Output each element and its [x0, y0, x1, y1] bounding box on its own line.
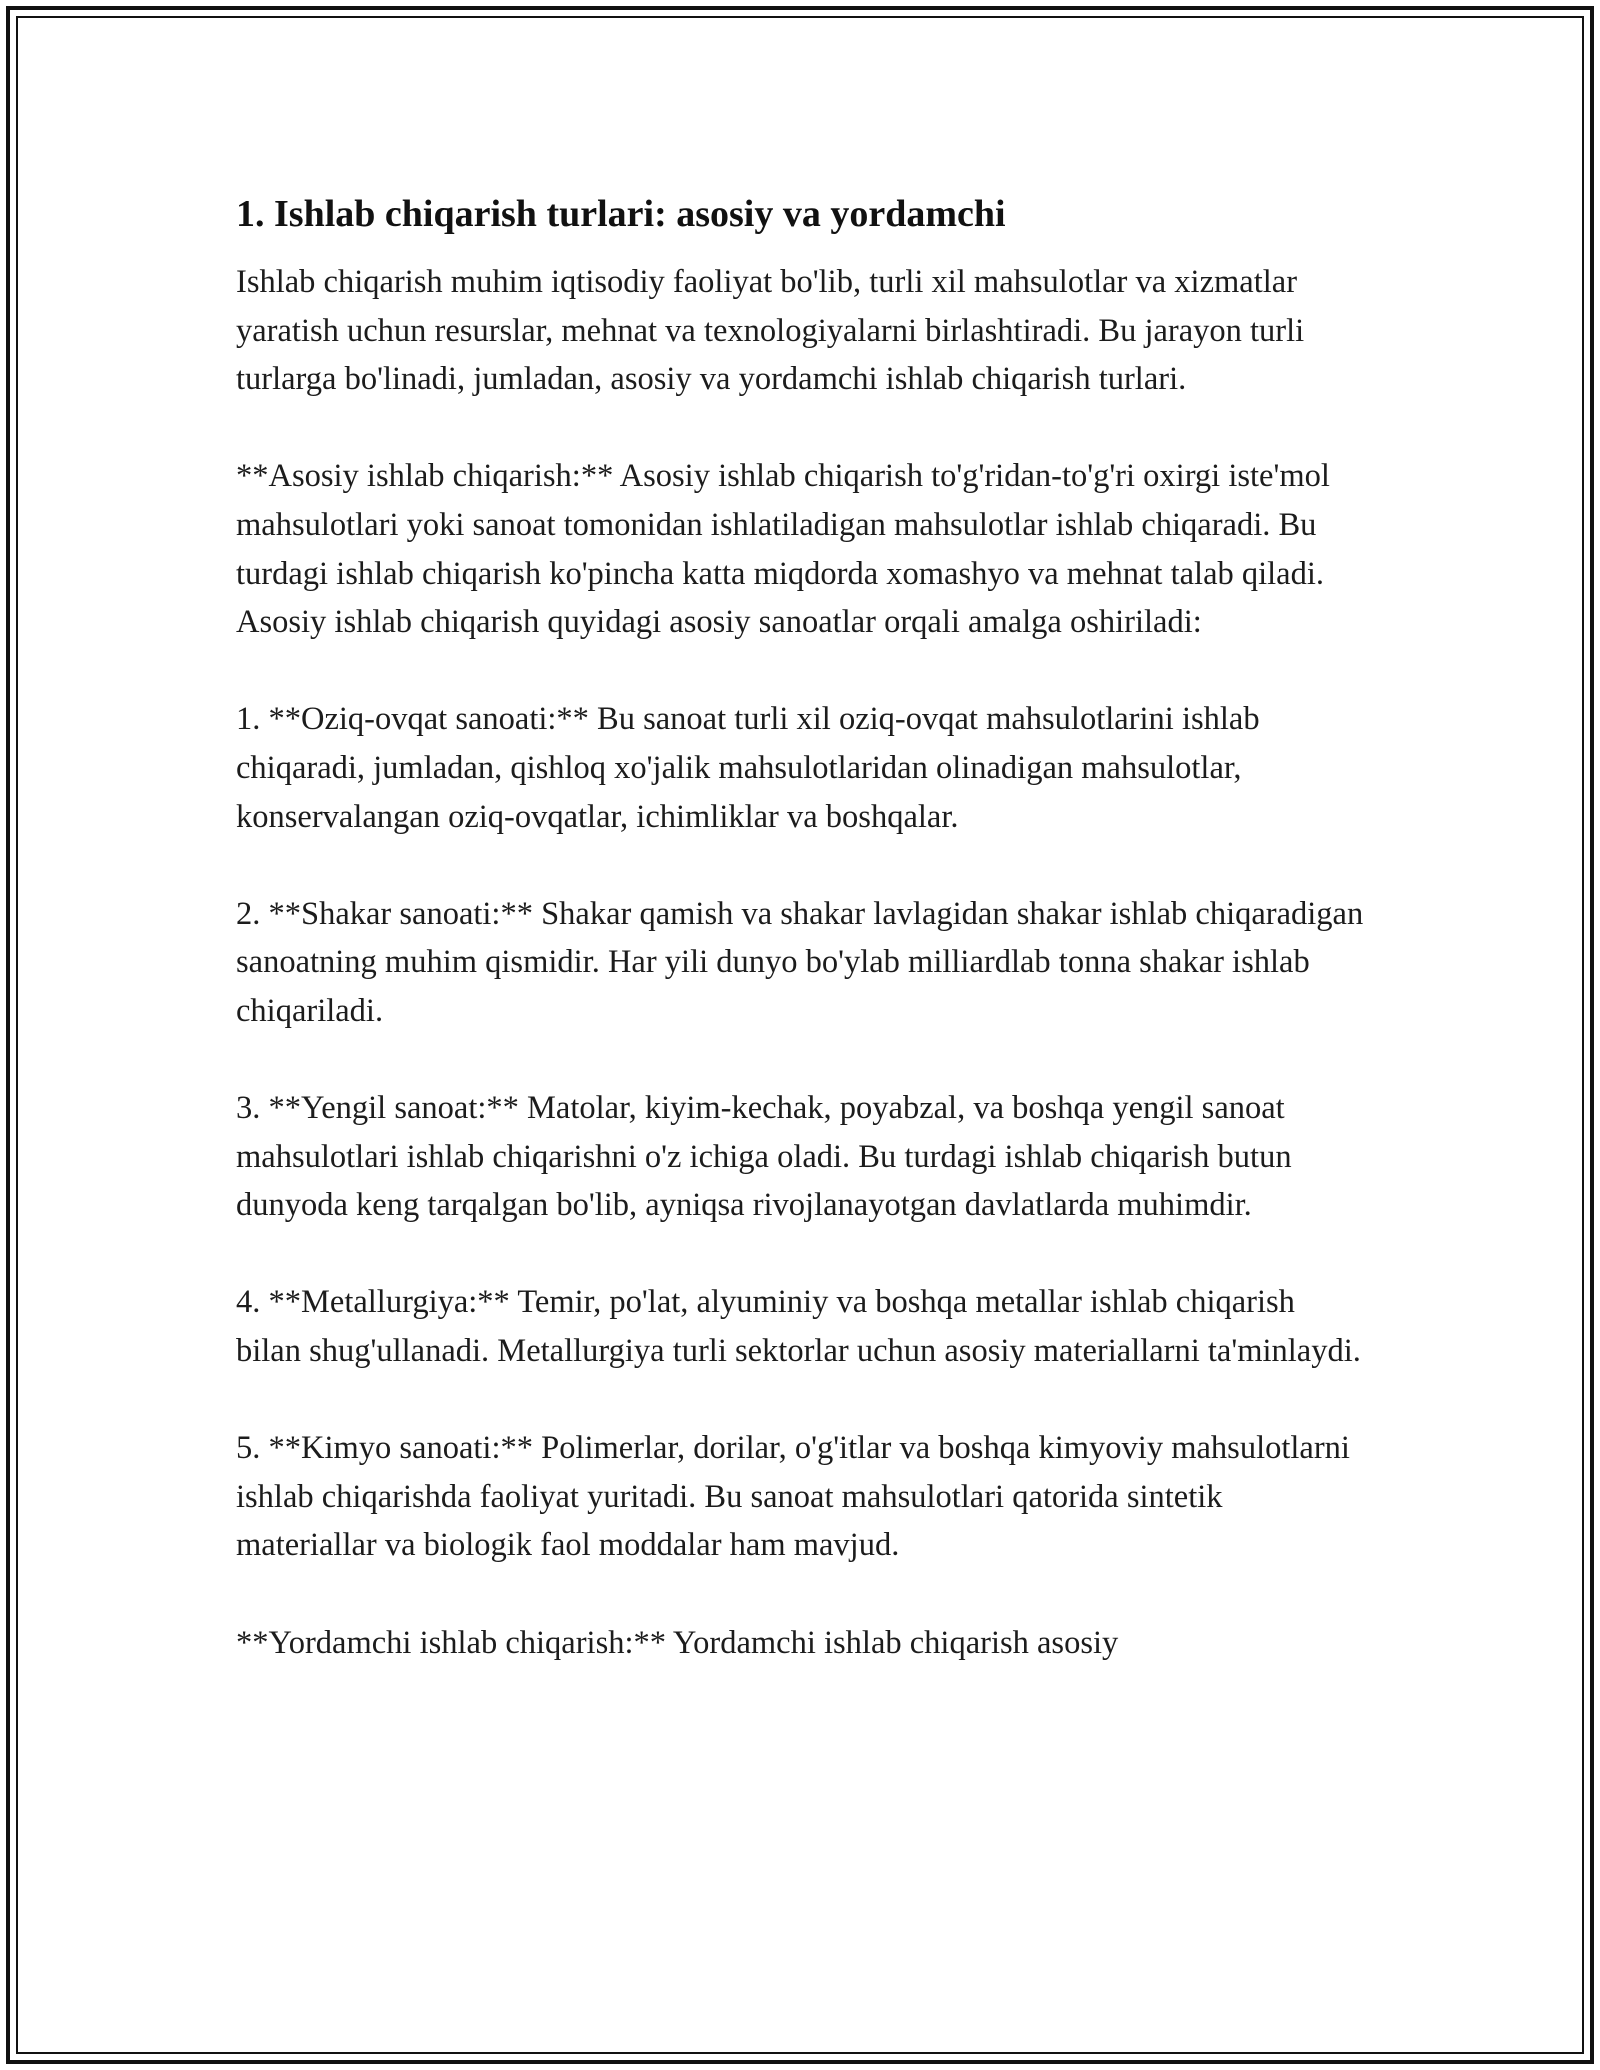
list-item-oziq-ovqat: 1. **Oziq-ovqat sanoati:** Bu sanoat turli xil oziq-ovqat mahsulotlarini ishlab chiqaradi, jumladan, qishloq xo'jalik mahsulotlaridan olinadigan mahsulotlar, konservalangan oziq-ovqatlar, ichimliklar va boshqalar. — [236, 701, 1260, 835]
spacer — [236, 1036, 1366, 1085]
spacer — [236, 240, 1366, 258]
list-item-shakar: 2. **Shakar sanoati:** Shakar qamish va shakar lavlagidan shakar ishlab chiqaradigan sanoatning muhim qismidir. Har yili dunyo bo'ylab milliardlab tonna shakar ishlab chiqariladi. — [236, 895, 1364, 1029]
spacer — [236, 404, 1366, 453]
document-body — [236, 188, 1366, 1667]
paragraph-asosiy: **Asosiy ishlab chiqarish:** Asosiy ishlab chiqarish to'g'ridan-to'g'ri oxirgi iste'mol mahsulotlari yoki sanoat tomonidan ishlatiladigan mahsulotlar ishlab chiqaradi. Bu turdagi ishlab chiqarish ko'pincha katta miqdorda xomashyo va mehnat talab qiladi. Asosiy ishlab chiqarish quyidagi asosiy sanoatlar orqali amalga oshiriladi: — [236, 458, 1330, 641]
spacer — [236, 841, 1366, 890]
spacer — [236, 1376, 1366, 1425]
spacer — [236, 647, 1366, 696]
list-item-kimyo: 5. **Kimyo sanoati:** Polimerlar, dorilar, o'g'itlar va boshqa kimyoviy mahsulotlarni ishlab chiqarishda faoliyat yuritadi. Bu sanoat mahsulotlari qatorida sintetik materiallar va biologik faol moddalar ham mavjud. — [236, 1430, 1350, 1564]
spacer — [236, 1570, 1366, 1619]
paragraph-yordamchi: **Yordamchi ishlab chiqarish:** Yordamchi ishlab chiqarish asosiy — [236, 1624, 1119, 1661]
document-title: 1. Ishlab chiqarish turlari: asosiy va yordamchi — [236, 193, 1006, 235]
list-item-yengil: 3. **Yengil sanoat:** Matolar, kiyim-kechak, poyabzal, va boshqa yengil sanoat mahsulotlari ishlab chiqarishni o'z ichiga oladi. Bu turdagi ishlab chiqarish butun dunyoda keng tarqalgan bo'lib, ayniqsa rivojlanayotgan davlatlarda muhimdir. — [236, 1090, 1292, 1224]
list-item-metallurgiya: 4. **Metallurgiya:** Temir, po'lat, alyuminiy va boshqa metallar ishlab chiqarish bilan shug'ullanadi. Metallurgiya turli sektorlar uchun asosiy materiallarni ta'minlaydi. — [236, 1284, 1361, 1370]
spacer — [236, 1230, 1366, 1279]
paragraph-intro: Ishlab chiqarish muhim iqtisodiy faoliyat bo'lib, turli xil mahsulotlar va xizmatlar yaratish uchun resurslar, mehnat va texnologiyalarni birlashtiradi. Bu jarayon turli turlarga bo'linadi, jumladan, asosiy va yordamchi ishlab chiqarish turlari. — [236, 264, 1305, 398]
